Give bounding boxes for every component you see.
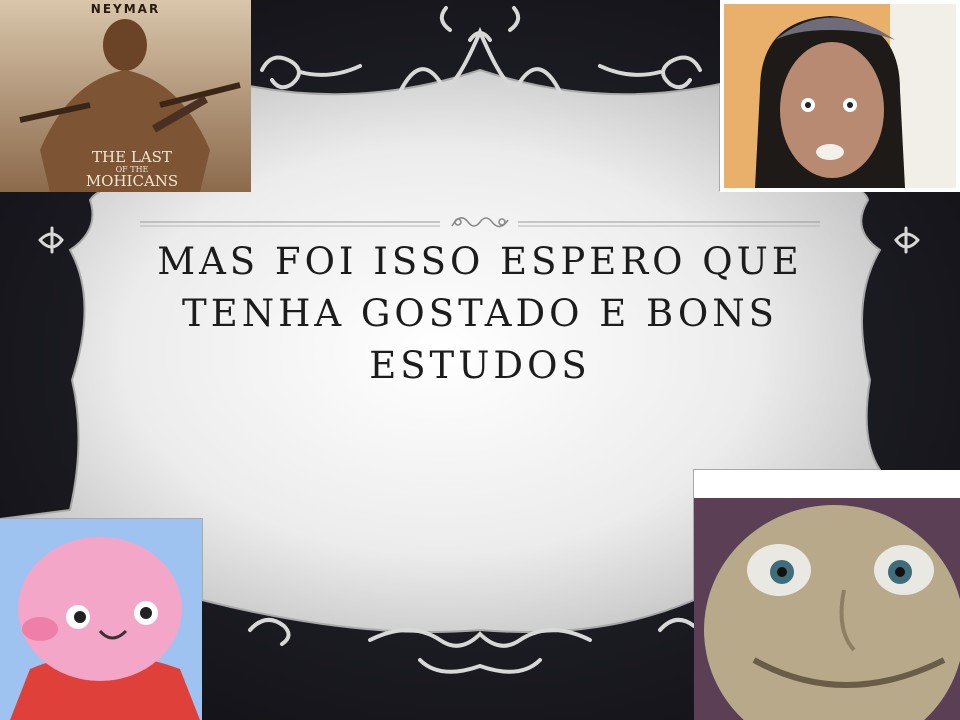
cartoon-face-illustration — [694, 470, 960, 720]
peppa-pig-photo — [0, 519, 202, 720]
slide-title: MAS FOI ISSO ESPERO QUE TENHA GOSTADO E BONS ESTUDOS — [157, 240, 803, 387]
poster-photo — [0, 0, 251, 192]
poster-title-line2: OF THE — [115, 165, 149, 174]
poster-title-line3: MOHICANS — [85, 172, 179, 190]
meme-face-illustration — [720, 0, 960, 192]
peppa-pig-illustration — [0, 519, 202, 720]
meme-photo-top-right — [720, 0, 960, 192]
poster-title-line1: THE LAST — [92, 148, 172, 166]
buzz-face-photo — [694, 470, 960, 720]
poster-name: NEYMAR — [90, 2, 161, 16]
poster-title — [52, 150, 212, 189]
